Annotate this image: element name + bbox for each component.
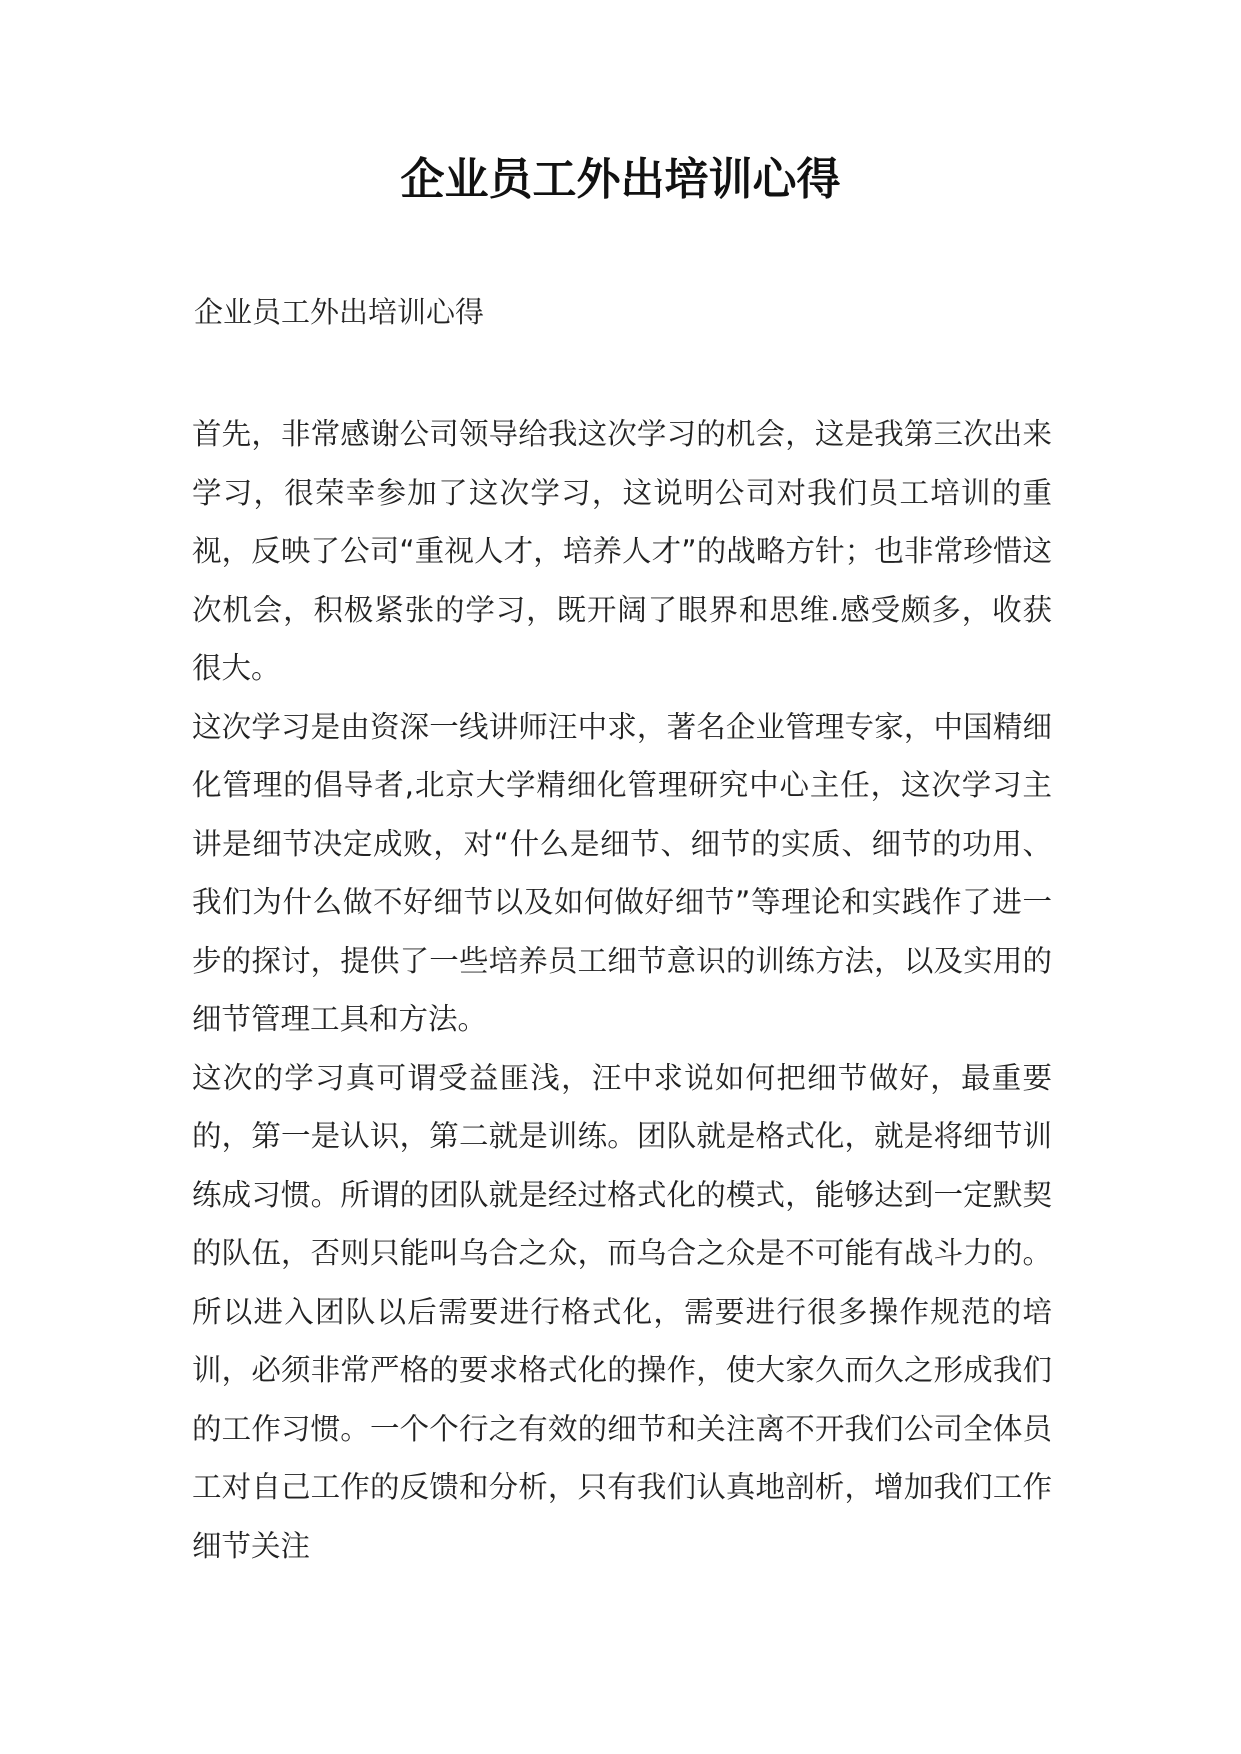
document-title: 企业员工外出培训心得 (400, 154, 841, 205)
paragraph-3: 这次的学习真可谓受益匪浅，汪中求说如何把细节做好，最重要的，第一是认识，第二就是训练。团队就是格式化，就是将细节训练成习惯。所谓的团队就是经过格式化的模式，能够达到一定默契的队伍，否则只能叫乌合之众，而乌合之众是不可能有战斗力的。所以进入团队以后需要进行格式化，需要进行很多操作规范的培训，必须非常严格的要求格式化的操作，使大家久而久之形成我们的工作习惯。一个个行之有效的细节和关注离不开我们公司全体员工对自己工作的反馈和分析，只有我们认真地剖析，增加我们工作细节关注 (192, 1060, 1052, 1563)
paragraph-1: 首先，非常感谢公司领导给我这次学习的机会，这是我第三次出来学习，很荣幸参加了这次学习，这说明公司对我们员工培训的重视，反映了公司“重视人才，培养人才”的战略方针；也非常珍惜这次机会，积极紧张的学习，既开阔了眼界和思维.感受颇多，收获很大。 (192, 417, 1052, 685)
document-body (192, 405, 1052, 1575)
document-subtitle: 企业员工外出培训心得 (194, 295, 485, 329)
paragraph-2: 这次学习是由资深一线讲师汪中求，著名企业管理专家，中国精细化管理的倡导者,北京大学精细化管理研究中心主任，这次学习主讲是细节决定成败，对“什么是细节、细节的实质、细节的功用、我们为什么做不好细节以及如何做好细节”等理论和实践作了进一步的探讨，提供了一些培养员工细节意识的训练方法，以及实用的细节管理工具和方法。 (192, 709, 1052, 1036)
